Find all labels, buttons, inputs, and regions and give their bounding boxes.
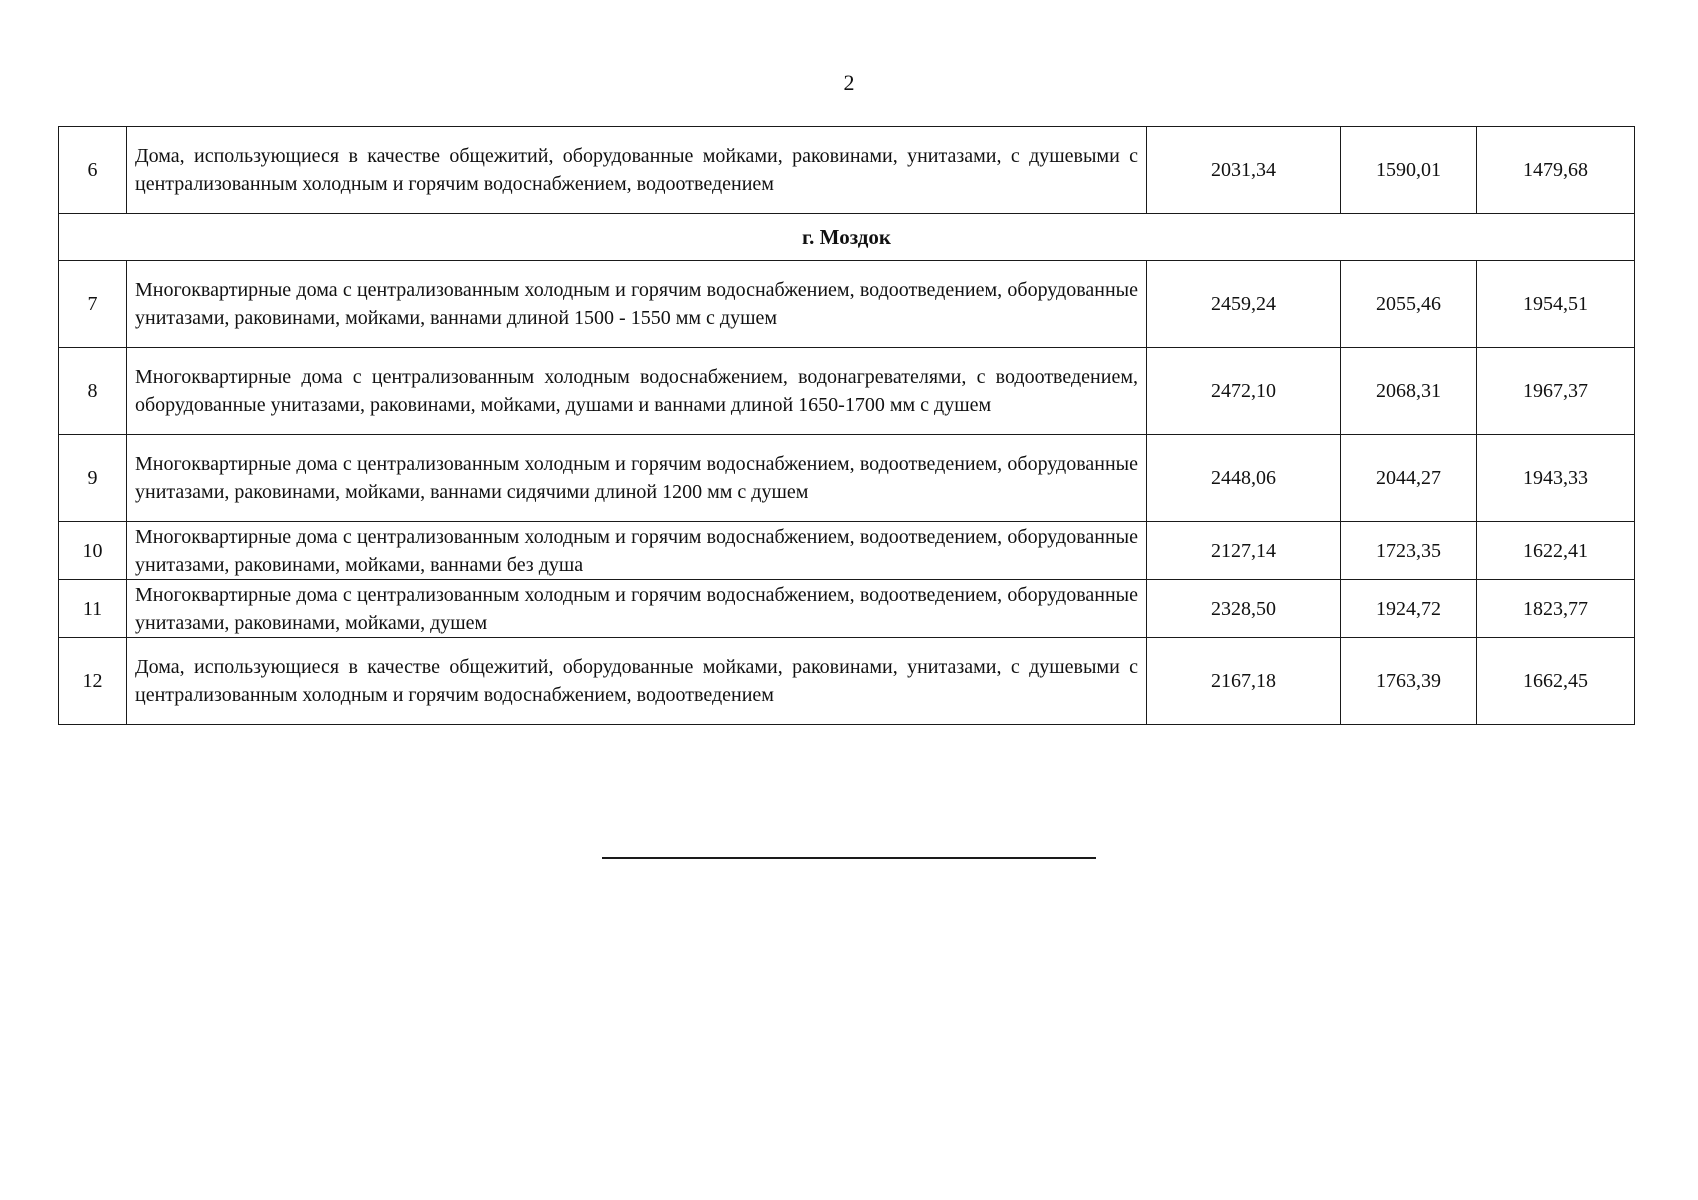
row-value-3: 1823,77 bbox=[1477, 580, 1635, 638]
row-description: Многоквартирные дома с централизованным холодным и горячим водоснабжением, водоотведением, оборудованные унитазами, раковинами, мойками, душем bbox=[127, 580, 1147, 638]
tariff-table bbox=[58, 126, 1635, 725]
table-row bbox=[59, 638, 1635, 725]
row-number: 11 bbox=[59, 580, 127, 638]
row-number: 10 bbox=[59, 522, 127, 580]
row-value-3: 1967,37 bbox=[1477, 348, 1635, 435]
row-value-3: 1954,51 bbox=[1477, 261, 1635, 348]
table-row bbox=[59, 435, 1635, 522]
row-value-2: 2055,46 bbox=[1341, 261, 1477, 348]
row-value-1: 2472,10 bbox=[1147, 348, 1341, 435]
row-value-2: 1590,01 bbox=[1341, 127, 1477, 214]
row-value-2: 2044,27 bbox=[1341, 435, 1477, 522]
table-row bbox=[59, 348, 1635, 435]
table-row bbox=[59, 522, 1635, 580]
row-value-3: 1479,68 bbox=[1477, 127, 1635, 214]
row-description: Многоквартирные дома с централизованным холодным и горячим водоснабжением, водоотведением, оборудованные унитазами, раковинами, мойками, ваннами длиной 1500 - 1550 мм с душем bbox=[127, 261, 1147, 348]
row-value-2: 1763,39 bbox=[1341, 638, 1477, 725]
row-number: 6 bbox=[59, 127, 127, 214]
row-value-1: 2448,06 bbox=[1147, 435, 1341, 522]
table-row bbox=[59, 580, 1635, 638]
table-row bbox=[59, 261, 1635, 348]
row-number: 9 bbox=[59, 435, 127, 522]
row-description: Многоквартирные дома с централизованным холодным и горячим водоснабжением, водоотведением, оборудованные унитазами, раковинами, мойками, ваннами сидячими длиной 1200 мм с душем bbox=[127, 435, 1147, 522]
row-value-1: 2328,50 bbox=[1147, 580, 1341, 638]
row-number: 7 bbox=[59, 261, 127, 348]
row-value-2: 2068,31 bbox=[1341, 348, 1477, 435]
page-number: 2 bbox=[843, 70, 855, 95]
row-number: 8 bbox=[59, 348, 127, 435]
section-title: г. Моздок bbox=[59, 214, 1635, 261]
row-value-3: 1943,33 bbox=[1477, 435, 1635, 522]
section-row bbox=[59, 214, 1635, 261]
end-of-document-line bbox=[602, 857, 1096, 859]
row-description: Дома, использующиеся в качестве общежитий, оборудованные мойками, раковинами, унитазами, с душевыми с централизованным холодным и горячим водоснабжением, водоотведением bbox=[127, 127, 1147, 214]
row-value-2: 1924,72 bbox=[1341, 580, 1477, 638]
row-value-1: 2167,18 bbox=[1147, 638, 1341, 725]
row-description: Многоквартирные дома с централизованным холодным и горячим водоснабжением, водоотведением, оборудованные унитазами, раковинами, мойками, ваннами без душа bbox=[127, 522, 1147, 580]
row-value-1: 2459,24 bbox=[1147, 261, 1341, 348]
row-description: Многоквартирные дома с централизованным холодным водоснабжением, водонагревателями, с водоотведением, оборудованные унитазами, раковинами, мойками, душами и ваннами длиной 1650-1700 мм с душем bbox=[127, 348, 1147, 435]
row-value-3: 1662,45 bbox=[1477, 638, 1635, 725]
row-value-1: 2127,14 bbox=[1147, 522, 1341, 580]
row-value-1: 2031,34 bbox=[1147, 127, 1341, 214]
row-value-3: 1622,41 bbox=[1477, 522, 1635, 580]
row-description: Дома, использующиеся в качестве общежитий, оборудованные мойками, раковинами, унитазами, с душевыми с централизованным холодным и горячим водоснабжением, водоотведением bbox=[127, 638, 1147, 725]
table-row bbox=[59, 127, 1635, 214]
row-value-2: 1723,35 bbox=[1341, 522, 1477, 580]
row-number: 12 bbox=[59, 638, 127, 725]
